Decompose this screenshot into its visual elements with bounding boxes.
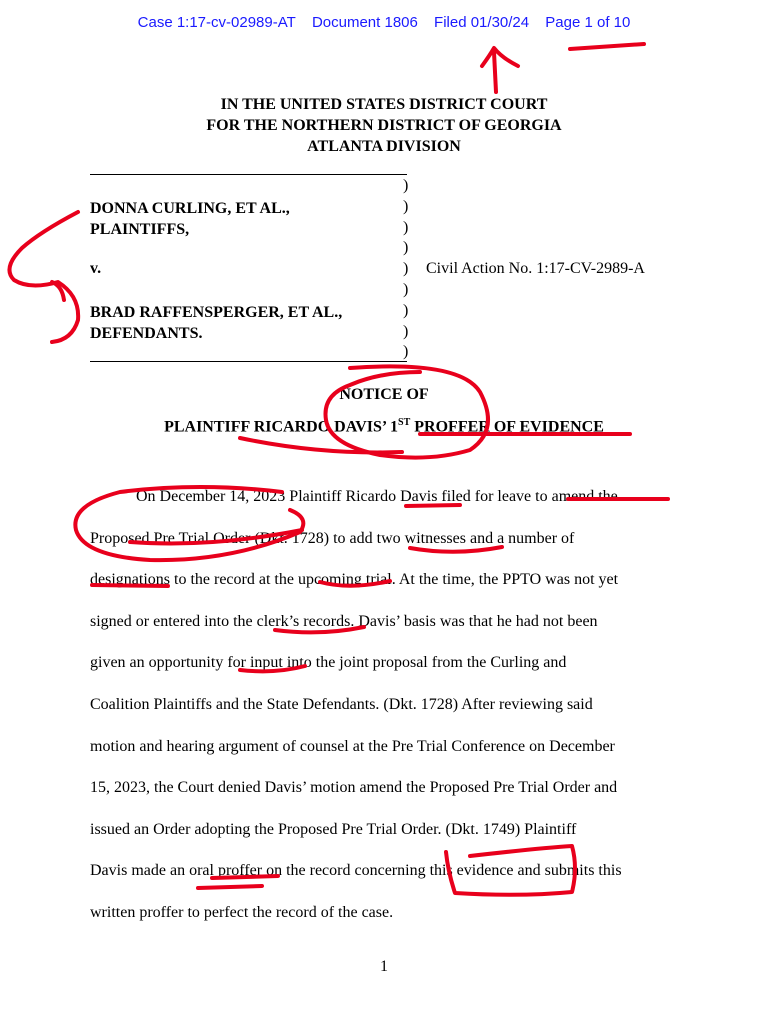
paren: ) [403, 280, 409, 298]
body-line: Proposed Pre Trial Order (Dkt. 1728) to add two witnesses and a number of [90, 529, 575, 547]
body-line: issued an Order adopting the Proposed Pre Trial Order. (Dkt. 1749) Plaintiff [90, 820, 577, 838]
document-number: Document 1806 [311, 14, 418, 31]
body-line: Davis made an oral proffer on the record concerning this evidence and submits this [90, 862, 622, 880]
filed-date: Filed 01/30/24 [434, 14, 530, 31]
arrow-to-filed-date [482, 48, 518, 92]
case-number: Case 1:17-cv-02989-AT [137, 14, 296, 31]
body-line: On December 14, 2023 Plaintiff Ricardo Davis filed for leave to amend the [136, 488, 618, 505]
title-left-underline [240, 438, 402, 452]
defendants-name: BRAD RAFFENSPERGER, ET AL., [90, 304, 343, 321]
notice-title-ordinal: ST [398, 417, 411, 428]
notice-title-prefix: PLAINTIFF RICARDO DAVIS’ 1 [164, 418, 399, 436]
civil-action-number: Civil Action No. 1:17-CV-2989-A [426, 260, 645, 277]
caption-bottom-rule [90, 361, 407, 362]
court-heading [0, 94, 768, 157]
body-line: given an opportunity for input into the joint proposal from the Curling and [90, 654, 567, 672]
page-indicator: Page 1 of 10 [545, 14, 631, 31]
caption-bracket-curve [10, 212, 79, 342]
paren: ) [403, 301, 409, 319]
notice-title-suffix: PROFFER OF EVIDENCE [410, 418, 604, 436]
caption-top-rule [90, 174, 407, 175]
court-heading-line-1: IN THE UNITED STATES DISTRICT COURT [220, 96, 548, 113]
body-line: motion and hearing argument of counsel at the Pre Trial Conference on December [90, 737, 615, 755]
paren: ) [403, 239, 409, 257]
notice-title-line-2 [0, 417, 768, 436]
body-line: signed or entered into the clerk’s records. Davis’ basis was that he had not been [90, 612, 598, 630]
paren: ) [403, 197, 409, 215]
court-heading-line-3: ATLANTA DIVISION [307, 138, 461, 155]
body-paragraph [90, 476, 690, 934]
paren: ) [403, 322, 409, 340]
paren: ) [403, 218, 409, 236]
defendants-role: DEFENDANTS. [90, 325, 203, 342]
body-line: written proffer to perfect the record of the case. [90, 903, 394, 921]
notice-title-line-1: NOTICE OF [339, 386, 429, 403]
page-number: 1 [380, 958, 388, 975]
body-line: 15, 2023, the Court denied Davis’ motion amend the Proposed Pre Trial Order and [90, 779, 618, 797]
caption-arrow-tip [52, 282, 64, 300]
versus-label: v. [90, 260, 102, 277]
dash-near-page-number [570, 44, 644, 49]
caption-parentheses [403, 176, 408, 363]
body-line: designations to the record at the upcoming trial. At the time, the PPTO was not yet [90, 571, 619, 589]
court-heading-line-2: FOR THE NORTHERN DISTRICT OF GEORGIA [206, 117, 562, 134]
title-ellipse [326, 366, 489, 457]
defendants-block [90, 302, 342, 344]
paren: ) [403, 260, 409, 278]
plaintiffs-name: DONNA CURLING, ET AL., [90, 200, 290, 217]
filing-stamp [0, 14, 768, 31]
plaintiffs-block [90, 198, 290, 240]
paren: ) [403, 343, 409, 361]
body-line: Coalition Plaintiffs and the State Defendants. (Dkt. 1728) After reviewing said [90, 695, 593, 713]
paren: ) [403, 177, 409, 194]
plaintiffs-role: PLAINTIFFS, [90, 221, 190, 238]
